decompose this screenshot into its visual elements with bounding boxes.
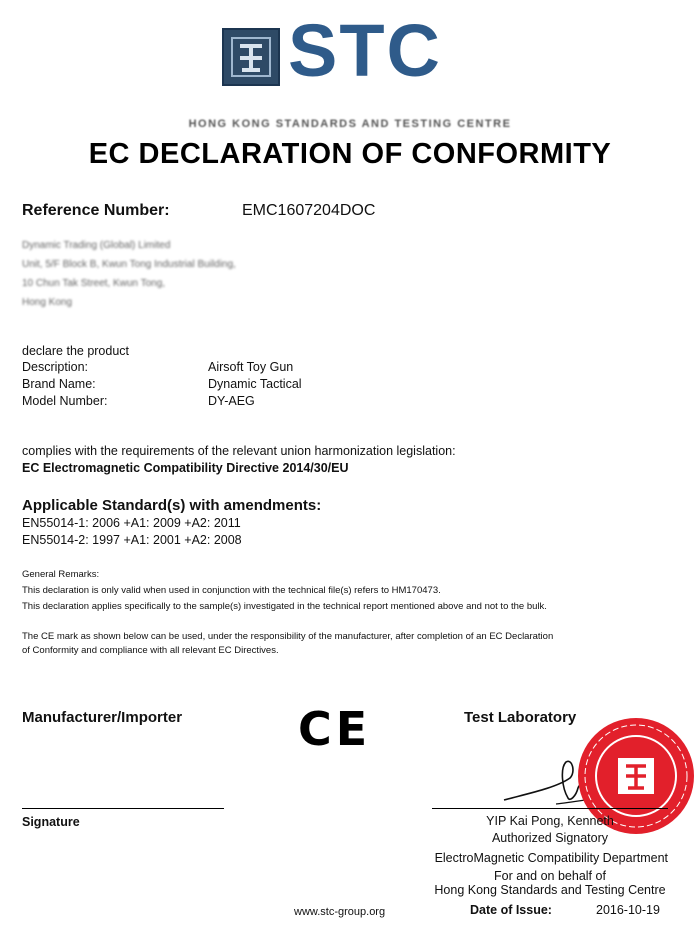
model-number-value: DY-AEG — [208, 394, 255, 408]
organization-full-name: Hong Kong Standards and Testing Centre — [434, 883, 666, 897]
document-title: EC DECLARATION OF CONFORMITY — [88, 138, 612, 170]
model-number-label: Model Number: — [22, 394, 108, 408]
website-link[interactable]: www.stc-group.org — [294, 906, 386, 918]
signatory-title: Authorized Signatory — [491, 831, 609, 845]
brand-name-value: Dynamic Tactical — [208, 377, 302, 391]
test-laboratory-heading: Test Laboratory — [464, 709, 577, 726]
signatory-name: YIP Kai Pong, Kenneth — [486, 814, 614, 828]
applicant-address-line: Hong Kong — [22, 297, 73, 308]
remark-line: This declaration is only valid when used in conjunction with the technical file(s) refers to HM170473. — [22, 585, 441, 596]
brand-name-label: Brand Name: — [22, 377, 96, 391]
stc-logo-mark — [222, 28, 280, 86]
laboratory-signature-line — [432, 808, 668, 809]
stc-logo-icon — [224, 30, 278, 84]
stc-logo-text: STC — [288, 9, 442, 92]
directive-name: EC Electromagnetic Compatibility Directive 2014/30/EU — [22, 461, 349, 475]
standard-item: EN55014-1: 2006 +A1: 2009 +A2: 2011 — [22, 516, 241, 530]
signature-label: Signature — [22, 815, 80, 829]
on-behalf-text: For and on behalf of — [494, 869, 606, 883]
standards-heading: Applicable Standard(s) with amendments: — [22, 497, 322, 514]
applicant-address-line: 10 Chun Tak Street, Kwun Tong, — [22, 278, 166, 289]
ce-usage-text: of Conformity and compliance with all relevant EC Directives. — [22, 645, 279, 656]
description-value: Airsoft Toy Gun — [208, 360, 294, 374]
reference-number-label: Reference Number: — [22, 202, 170, 219]
date-of-issue-label: Date of Issue: — [470, 903, 552, 917]
standard-item: EN55014-2: 1997 +A1: 2001 +A2: 2008 — [22, 533, 242, 547]
ce-mark: CE — [298, 702, 372, 756]
remarks-heading: General Remarks: — [22, 569, 100, 580]
manufacturer-heading: Manufacturer/Importer — [22, 709, 183, 726]
description-label: Description: — [22, 360, 88, 374]
organization-name: HONG KONG STANDARDS AND TESTING CENTRE — [188, 118, 512, 130]
applicant-address-line: Unit, 5/F Block B, Kwun Tong Industrial Building, — [22, 259, 236, 270]
manufacturer-signature-line — [22, 808, 224, 809]
date-of-issue-value: 2016-10-19 — [596, 903, 660, 917]
remark-line: This declaration applies specifically to the sample(s) investigated in the technical report mentioned above and not to the bulk. — [22, 601, 547, 612]
ce-usage-text: The CE mark as shown below can be used, under the responsibility of the manufacturer, after completion of an EC Declaration — [22, 631, 554, 642]
compliance-text: complies with the requirements of the relevant union harmonization legislation: — [22, 444, 456, 458]
applicant-address-line: Dynamic Trading (Global) Limited — [22, 240, 171, 251]
department-name: ElectroMagnetic Compatibility Department — [434, 851, 668, 865]
declare-product-intro: declare the product — [22, 344, 130, 358]
reference-number-value: EMC1607204DOC — [242, 202, 376, 219]
